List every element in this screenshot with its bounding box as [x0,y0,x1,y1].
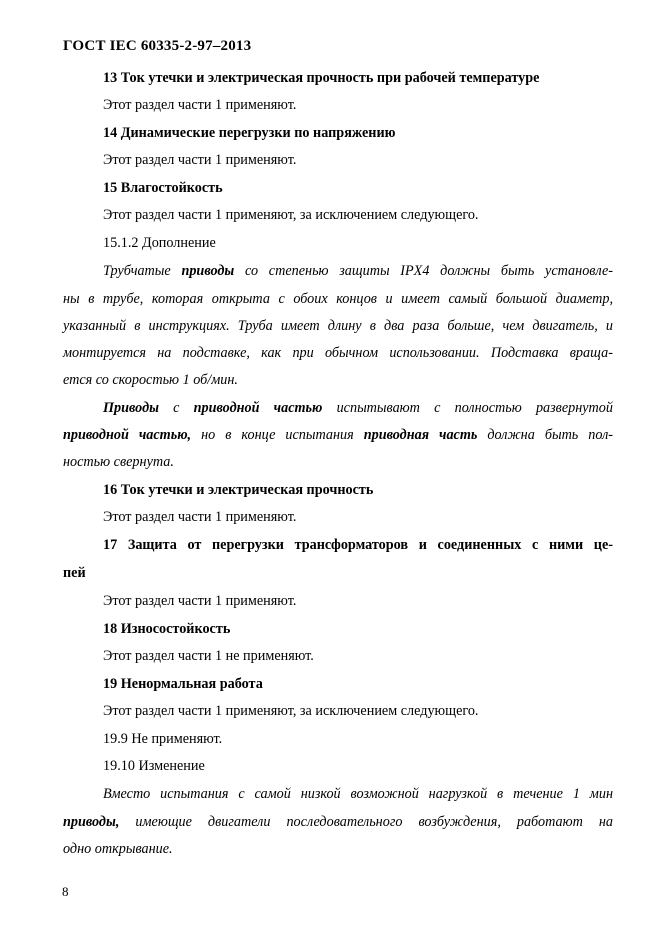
paragraph-line: одно открывание. [63,841,173,857]
paragraph-line: Приводы с приводной частью испытывают с полностью развернутой [103,400,613,416]
section-14-heading: 14 Динамические перегрузки по напряжению [103,125,396,141]
paragraph-line: указанный в инструкциях. Труба имеет длину в два раза больше, чем двигатель, и [63,318,613,334]
section-17-heading: 17 Защита от перегрузки трансформаторов и соединенных с ними це- [103,537,613,553]
paragraph-line: ны в трубе, которая открыта с обоих концов и имеет самый большой диаметр, [63,291,613,307]
paragraph-line: приводы, имеющие двигатели последовательного возбуждения, работают на [63,814,613,830]
section-13-heading: 13 Ток утечки и электрическая прочность при рабочей температуре [103,70,540,86]
section-14-text: Этот раздел части 1 применяют. [103,152,297,168]
subsection-19-9: 19.9 Не применяют. [103,731,223,747]
paragraph-line: приводной частью, но в конце испытания приводная часть должна быть пол- [63,427,614,443]
page-number: 8 [62,884,69,899]
section-17-text: Этот раздел части 1 применяют. [103,593,297,609]
paragraph-line: Трубчатые приводы со степенью защиты IPX4 должны быть установле- [103,263,614,279]
section-19-text: Этот раздел части 1 применяют, за исключением следующего. [103,703,479,719]
section-16-text: Этот раздел части 1 применяют. [103,509,297,525]
section-19-heading: 19 Ненормальная работа [103,676,263,692]
document-header: ГОСТ IEC 60335-2-97–2013 [63,38,252,54]
section-18-heading: 18 Износостойкость [103,621,231,637]
subsection-19-10: 19.10 Изменение [103,758,205,774]
subsection-15-1-2: 15.1.2 Дополнение [103,235,216,251]
section-15-text: Этот раздел части 1 применяют, за исключением следующего. [103,207,479,223]
section-13-text: Этот раздел части 1 применяют. [103,97,297,113]
section-18-text: Этот раздел части 1 не применяют. [103,648,314,664]
paragraph-line: ностью свернута. [63,454,174,470]
paragraph-line: ется со скоростью 1 об/мин. [63,372,238,388]
section-15-heading: 15 Влагостойкость [103,180,223,196]
paragraph-line: Вместо испытания с самой низкой возможной нагрузкой в течение 1 мин [103,786,613,802]
paragraph-line: монтируется на подставке, как при обычном использовании. Подставка враща- [63,345,613,361]
section-17-heading-cont: пей [63,565,86,581]
section-16-heading: 16 Ток утечки и электрическая прочность [103,482,374,498]
